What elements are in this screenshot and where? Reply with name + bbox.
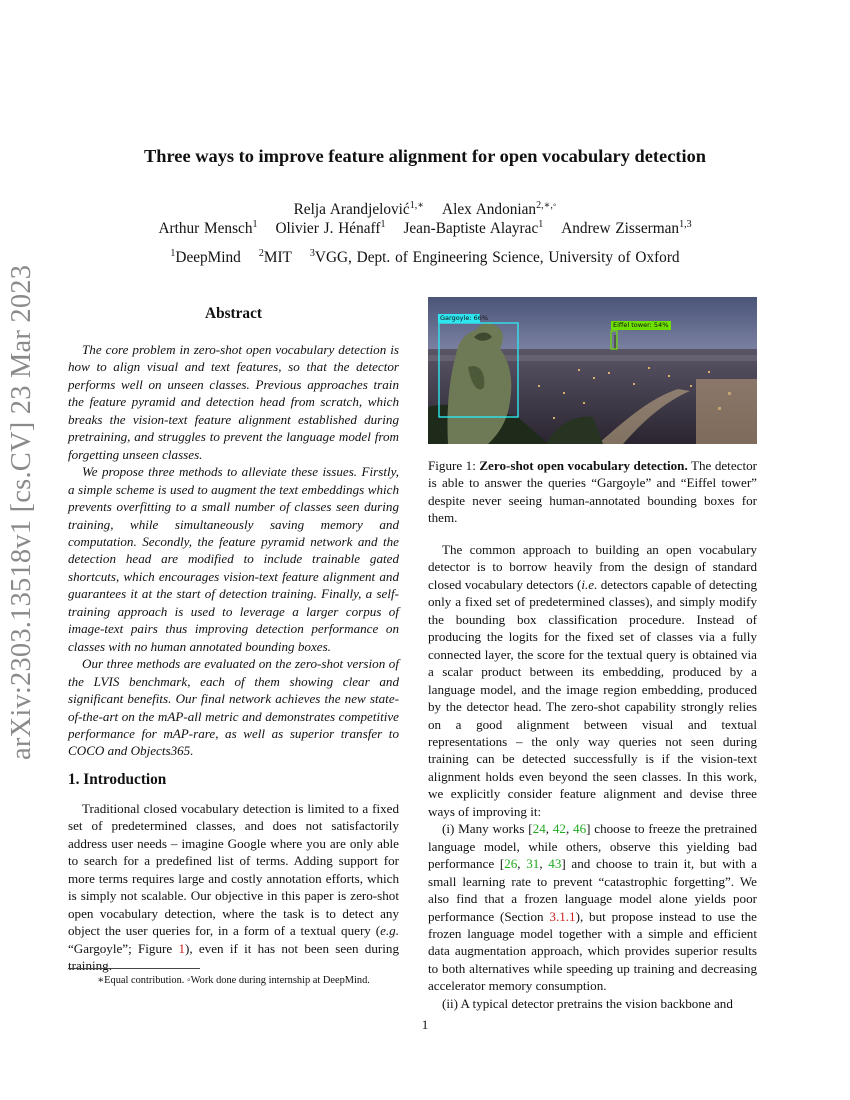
citation-link[interactable]: 26 xyxy=(504,856,518,872)
page-number: 1 xyxy=(421,1017,429,1032)
author-sup: 1,∗ xyxy=(409,200,425,211)
right-column-body xyxy=(428,541,757,1012)
affiliations xyxy=(0,248,850,267)
author-sup: 1 xyxy=(538,219,544,230)
body-text: The common approach to building an open vocabulary detector is to borrow heavily from the design of standard closed vocabulary detectors ( xyxy=(428,542,757,592)
affil-name: DeepMind xyxy=(175,249,241,267)
author-line-1 xyxy=(0,200,850,219)
intro-paragraph xyxy=(68,800,399,975)
affil-name: VGG, Dept. of Engineering Science, University of Oxford xyxy=(314,249,680,267)
body-paragraph xyxy=(428,541,757,820)
abstract-paragraph: We propose three methods to alleviate these issues. Firstly, a simple scheme is used to augment the text embeddings which prevents overfitting to a small number of classes seen during training, while simultaneously saving memory and computation. Secondly, the feature pyramid network and the detection head are modified to include trainable gated shortcuts, which encourages vision-text feature alignment and guarantees it at the start of detection training. Finally, a self-training approach is used to leverage a larger corpus of image-text pairs thus improving detection performance on classes with no human annotated bounding boxes. xyxy=(68,464,399,654)
author-sup: 2,∗,◦ xyxy=(536,200,557,211)
affil-sup: 1 xyxy=(170,248,176,259)
abstract-body xyxy=(68,341,399,760)
intro-text: Traditional closed vocabulary detection is limited to a fixed set of predetermined classes, and does not satisfactorily address user needs – imagine Google where you are only able to search for a predefined list of terms. Adding support for more terms requires large and costly annotation efforts, which is simply not scalable. Our objective in this paper is zero-shot open vocabulary detection, where the task is to detect any object the user queries for, in a form of a textual query ( xyxy=(68,801,399,939)
author-line-2 xyxy=(0,219,850,238)
author-name: Arthur Mensch xyxy=(158,220,253,238)
citation-link[interactable]: 43 xyxy=(548,856,562,872)
figure-1-caption xyxy=(428,457,757,527)
gargoyle-detection-label: Gargoyle: 66% xyxy=(440,314,489,322)
arxiv-identifier: arXiv:2303.13518v1 [cs.CV] 23 Mar 2023 xyxy=(6,264,37,760)
affil-sup: 3 xyxy=(309,248,315,259)
affil-name: MIT xyxy=(263,249,292,267)
intro-eg: e.g. xyxy=(380,923,399,939)
footnote: ∗Equal contribution. ◦Work done during internship at DeepMind. xyxy=(97,975,370,986)
body-text: detectors capable of detecting only a fixed set of predetermined classes), and simply modify the bounding box classification procedure. Instead of producing the logits for the fixed set of classes via a fully connected layer, the score for the textual query is obtained via a scalar product between its embedding, produced by a language model, and the image region embedding, produced by the detector head. The zero-shot capability strongly relies on a good alignment between visual and textual representations – the only way queries not seen during training can be detected successfully is if the vision-text alignment holds even beyond the seen classes. In this work, we explicitly consider feature alignment and devise three ways of improving it: xyxy=(428,576,758,819)
figure-reference-link[interactable]: 1 xyxy=(178,940,185,956)
eiffel-detection-label: Eiffel tower: 54% xyxy=(613,321,669,329)
citation-link[interactable]: 31 xyxy=(526,856,540,872)
abstract-paragraph: Our three methods are evaluated on the zero-shot version of the LVIS benchmark, each of them showing clear and significant benefits. Our final network achieves the new state-of-the-art on the mAP-all metric and demonstrates competitive performance for mAP-rare, as well as superior transfer to COCO and Objects365. xyxy=(68,656,399,759)
author-sup: 1 xyxy=(252,219,258,230)
author-name: Relja Arandjelović xyxy=(293,201,410,219)
body-ie: i.e. xyxy=(581,576,598,592)
section-reference-link[interactable]: 3.1.1 xyxy=(549,908,576,924)
intro-text: ), even if it has not been seen during training. xyxy=(68,940,399,974)
author-name: Alex Andonian xyxy=(442,201,537,219)
affil-sup: 2 xyxy=(258,248,264,259)
body-text: ] choose to freeze the pretrained language model, while others, observe this yielding bad performance [ xyxy=(428,821,758,872)
caption-text: The detector is able to answer the queries “Gargoyle” and “Eiffel tower” despite never seeing human-annotated bounding boxes for them. xyxy=(428,458,757,526)
author-sup: 1 xyxy=(380,219,386,230)
author-name: Olivier J. Hénaff xyxy=(275,220,381,238)
body-text: ), but propose instead to use the frozen language model together with a simple and efficient data augmentation approach, which provides superior results to both alternatives while speeding up training and decreasing accelerator memory consumption. xyxy=(428,908,757,994)
citation-link[interactable]: 46 xyxy=(573,821,587,837)
footnote-rule xyxy=(68,968,200,969)
caption-prefix: Figure 1: xyxy=(428,458,480,473)
body-paragraph: (ii) A typical detector pretrains the vision backbone and xyxy=(442,995,733,1011)
author-name: Jean-Baptiste Alayrac xyxy=(403,220,539,238)
section-heading-introduction: 1. Introduction xyxy=(68,771,167,788)
citation-link[interactable]: 24 xyxy=(532,821,546,837)
body-paragraph: (i) Many works [24, 42, 46] choose to freeze the pretrained language model, while others, observe this yielding bad performance [26, 31, 43] and choose to train it, but with a small learning rate to prevent “catastrophic forgetting”. We also find that a frozen language model alone yields poor performance (Section 3.1.1), but propose instead to use the frozen language model together with a simple and efficient data augmentation approach, which provides superior results to both alternatives while speeding up training and decreasing accelerator memory consumption. xyxy=(428,821,758,994)
abstract-heading: Abstract xyxy=(205,305,262,322)
author-name: Andrew Zisserman xyxy=(561,220,680,238)
caption-bold: Zero-shot open vocabulary detection. xyxy=(479,458,688,473)
intro-text: “Gargoyle”; Figure xyxy=(68,940,179,956)
body-text: (i) Many works [ xyxy=(442,821,533,837)
paper-title: Three ways to improve feature alignment for open vocabulary detection xyxy=(143,146,707,166)
author-sup: 1,3 xyxy=(679,219,692,230)
abstract-paragraph: The core problem in zero-shot open vocabulary detection is how to align visual and text features, so that the detector performs well on unseen classes. Previous approaches train the feature pyramid and detection head from scratch, which breaks the vision-text feature alignment established during pretraining, and struggles to prevent the language model from forgetting unseen classes. xyxy=(68,342,399,462)
body-text: ] and choose to train it, but with a small learning rate to prevent “catastrophic forgetting”. We also find that a frozen language model alone yields poor performance (Section xyxy=(428,856,757,924)
citation-link[interactable]: 42 xyxy=(552,821,566,837)
figure-1-image xyxy=(428,297,757,444)
